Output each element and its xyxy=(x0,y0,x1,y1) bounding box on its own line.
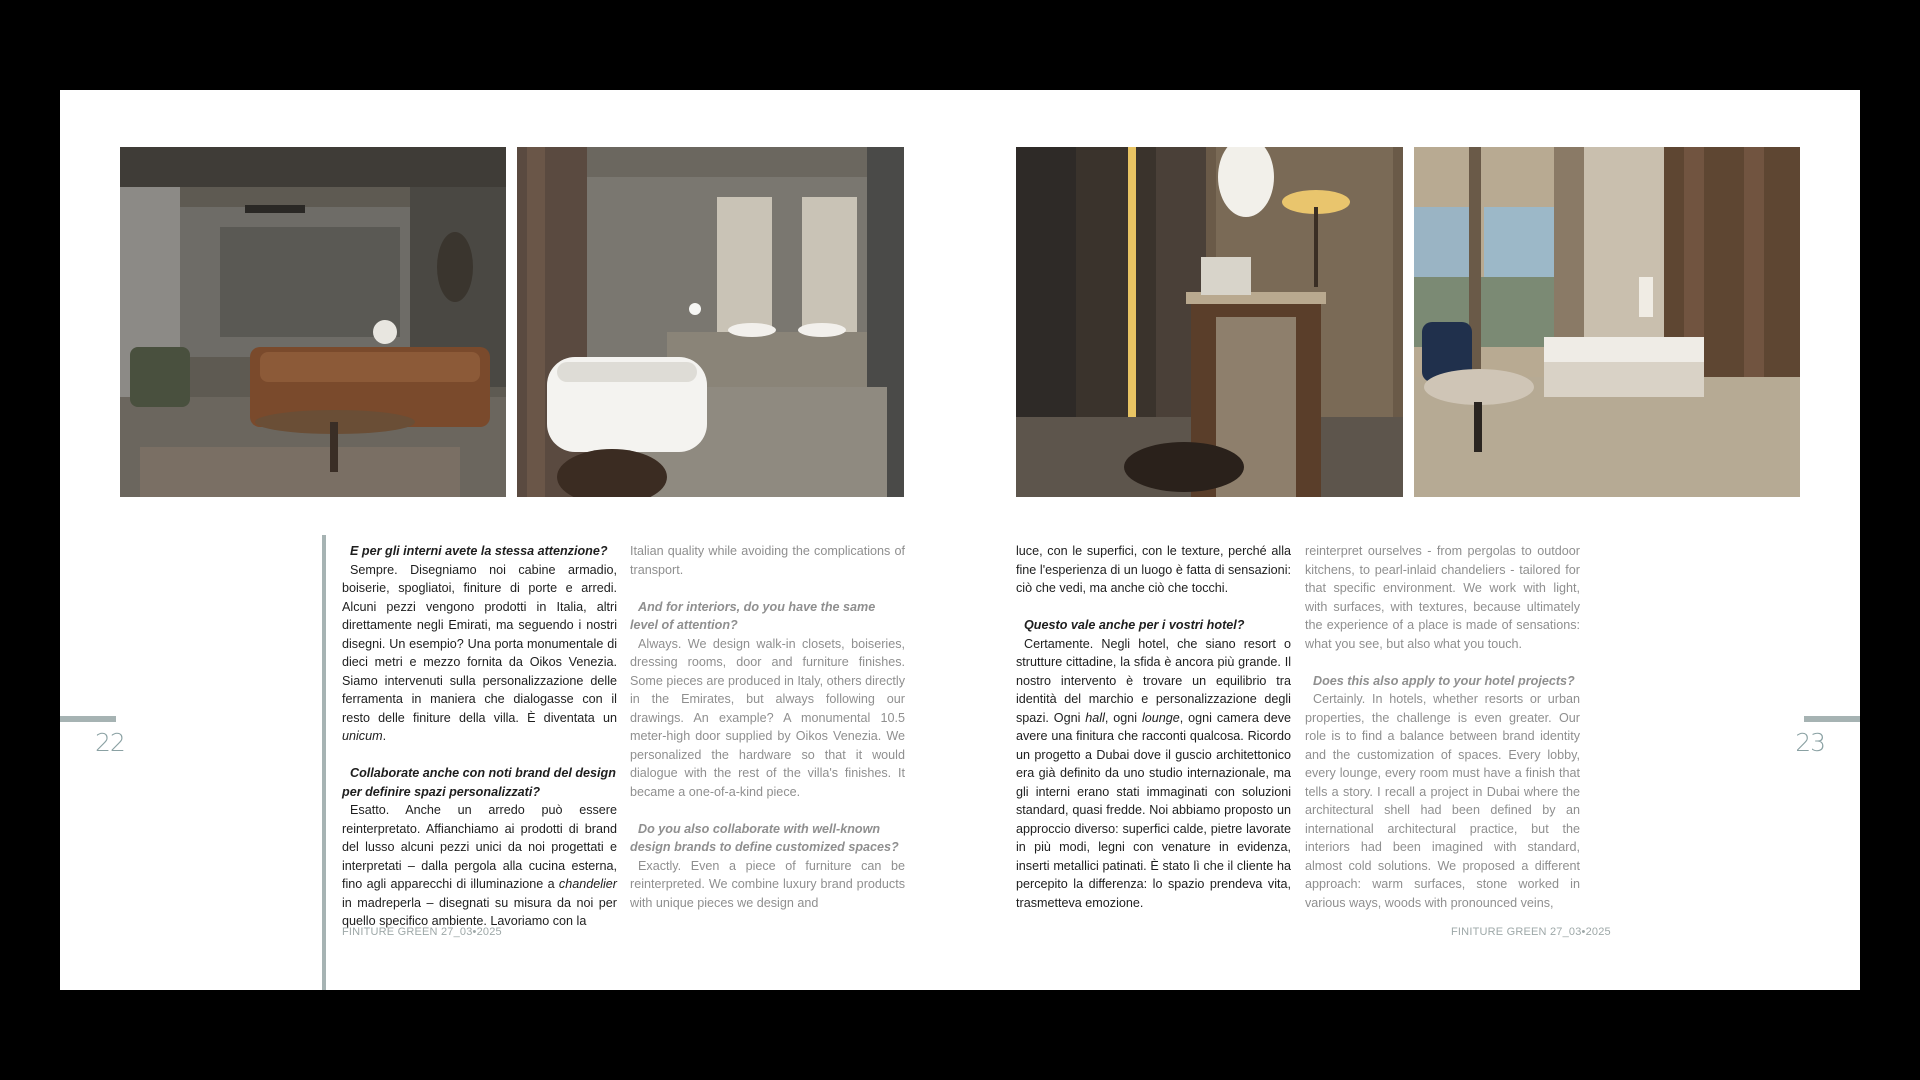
photo-lounge xyxy=(120,147,506,497)
article-column-italian-2 xyxy=(1016,542,1291,912)
article-column-english-2 xyxy=(1305,542,1580,912)
question-brands-en: Do you also collaborate with well-known design brands to define customized spaces? xyxy=(630,821,899,854)
photo-hotel-console xyxy=(1016,147,1403,497)
right-page-edge-marker xyxy=(1804,716,1860,722)
page-number-left: 22 xyxy=(95,728,125,757)
answer-hotels-en: Certainly. In hotels, whether resorts or urban properties, the challenge is even greater. Our role is to find a balance between brand identity and the customization of spaces. Every lobby, every lounge, every room must have a finish that tells a story. I recall a project in Dubai where the architectural shell had been defined by an international architectural practice, but the interiors had been imagined with standard, almost cold solutions. We proposed a different approach: warm surfaces, stone worked in various ways, woods with pronounced veins, xyxy=(1305,692,1580,910)
footer-left: FINITURE GREEN 27_03•2025 xyxy=(342,926,502,938)
question-interiors-it: E per gli interni avete la stessa attenzione? xyxy=(350,544,608,558)
answer-brands-it: Esatto. Anche un arredo può essere reinterpretato. Affianchiamo ai prodotti di brand del lusso alcuni pezzi unici da noi progettati e interpretati – dalla pergola alla cucina esterna, fino agli apparecchi di illuminazione a chandelier in madreperla – disegnati su misura da noi per quello specifico ambiente. Lavoriamo con la xyxy=(342,803,618,928)
photo-hotel-room xyxy=(1414,147,1800,497)
answer-interiors-en: Always. We design walk-in closets, boiseries, dressing rooms, door and furniture finishes. Some pieces are produced in Italy, others directly in the Emirates, but always following our drawings. An example? A monumental 10.5 meter-high door supplied by Oikos Venezia. We personalized the hardware so that it would dialogue with the rest of the villa's finishes. It became a one-of-a-kind piece. xyxy=(630,636,905,799)
answer-hotels-it: Certamente. Negli hotel, che siano resort o strutture cittadine, la sfida è ancora più grande. Il nostro intervento è trovare un equilibrio tra identità del marchio e personalizzazione degli spazi. Ogni hall, ogni lounge, ogni camera deve avere una finitura che racconti qualcosa. Ricordo un progetto a Dubai dove il guscio architettonico era già definito da uno studio internazionale, ma gli interni erano stati immaginati con soluzioni standard, quasi fredde. Noi abbiamo proposto un approccio diverso: superfici calde, pietre lavorate in più modi, legni con venature in evidenza, inserti metallici patinati. È stato lì che il cliente ha percepito la differenza: lo spazio prendeva vita, trasmetteva emozione. xyxy=(1016,636,1292,910)
question-brands-it: Collaborate anche con noti brand del design per definire spazi personalizzati? xyxy=(342,766,616,799)
column-rule xyxy=(322,535,326,990)
article-column-english-1 xyxy=(630,542,905,912)
answer-brands-en: Exactly. Even a piece of furniture can be reinterpreted. We combine luxury brand products with unique pieces we design and xyxy=(630,858,905,910)
left-page-edge-marker xyxy=(60,716,116,722)
answer-interiors-it: Sempre. Disegniamo noi cabine armadio, boiserie, spogliatoi, finiture di porte e arredi. Alcuni pezzi vengono prodotti in Italia, altri direttamente negli Emirati, ma seguendo i nostri disegni. Un esempio? Una porta monumentale di dieci metri e mezzo fornita da Oikos Venezia. Siamo intervenuti sulla personalizzazione delle ferramenta in maniera che dialogasse con il resto delle finiture della villa. È diventata un unicum. xyxy=(342,562,617,743)
paragraph-transport-en: Italian quality while avoiding the complications of transport. xyxy=(630,544,905,577)
paragraph-reinterpret-en: reinterpret ourselves - from pergolas to outdoor kitchens, to pearl-inlaid chandeliers - tailored for that specific environment. We work with light, with surfaces, with textures, because ultimately the experience of a place is made of sensations: what you see, but also what you touch. xyxy=(1305,544,1580,651)
photo-bathroom xyxy=(517,147,904,497)
question-hotels-en: Does this also apply to your hotel projects? xyxy=(1313,673,1575,688)
footer-right: FINITURE GREEN 27_03•2025 xyxy=(1451,926,1611,938)
article-column-italian-1 xyxy=(342,542,617,931)
paragraph-light-it: luce, con le superfici, con le texture, perché alla fine l'esperienza di un luogo è fatta di sensazioni: ciò che vedi, ma anche ciò che tocchi. xyxy=(1016,544,1291,595)
page-number-right: 23 xyxy=(1795,728,1825,757)
question-interiors-en: And for interiors, do you have the same level of attention? xyxy=(630,599,876,632)
question-hotels-it: Questo vale anche per i vostri hotel? xyxy=(1024,618,1245,632)
magazine-spread xyxy=(60,90,1860,990)
